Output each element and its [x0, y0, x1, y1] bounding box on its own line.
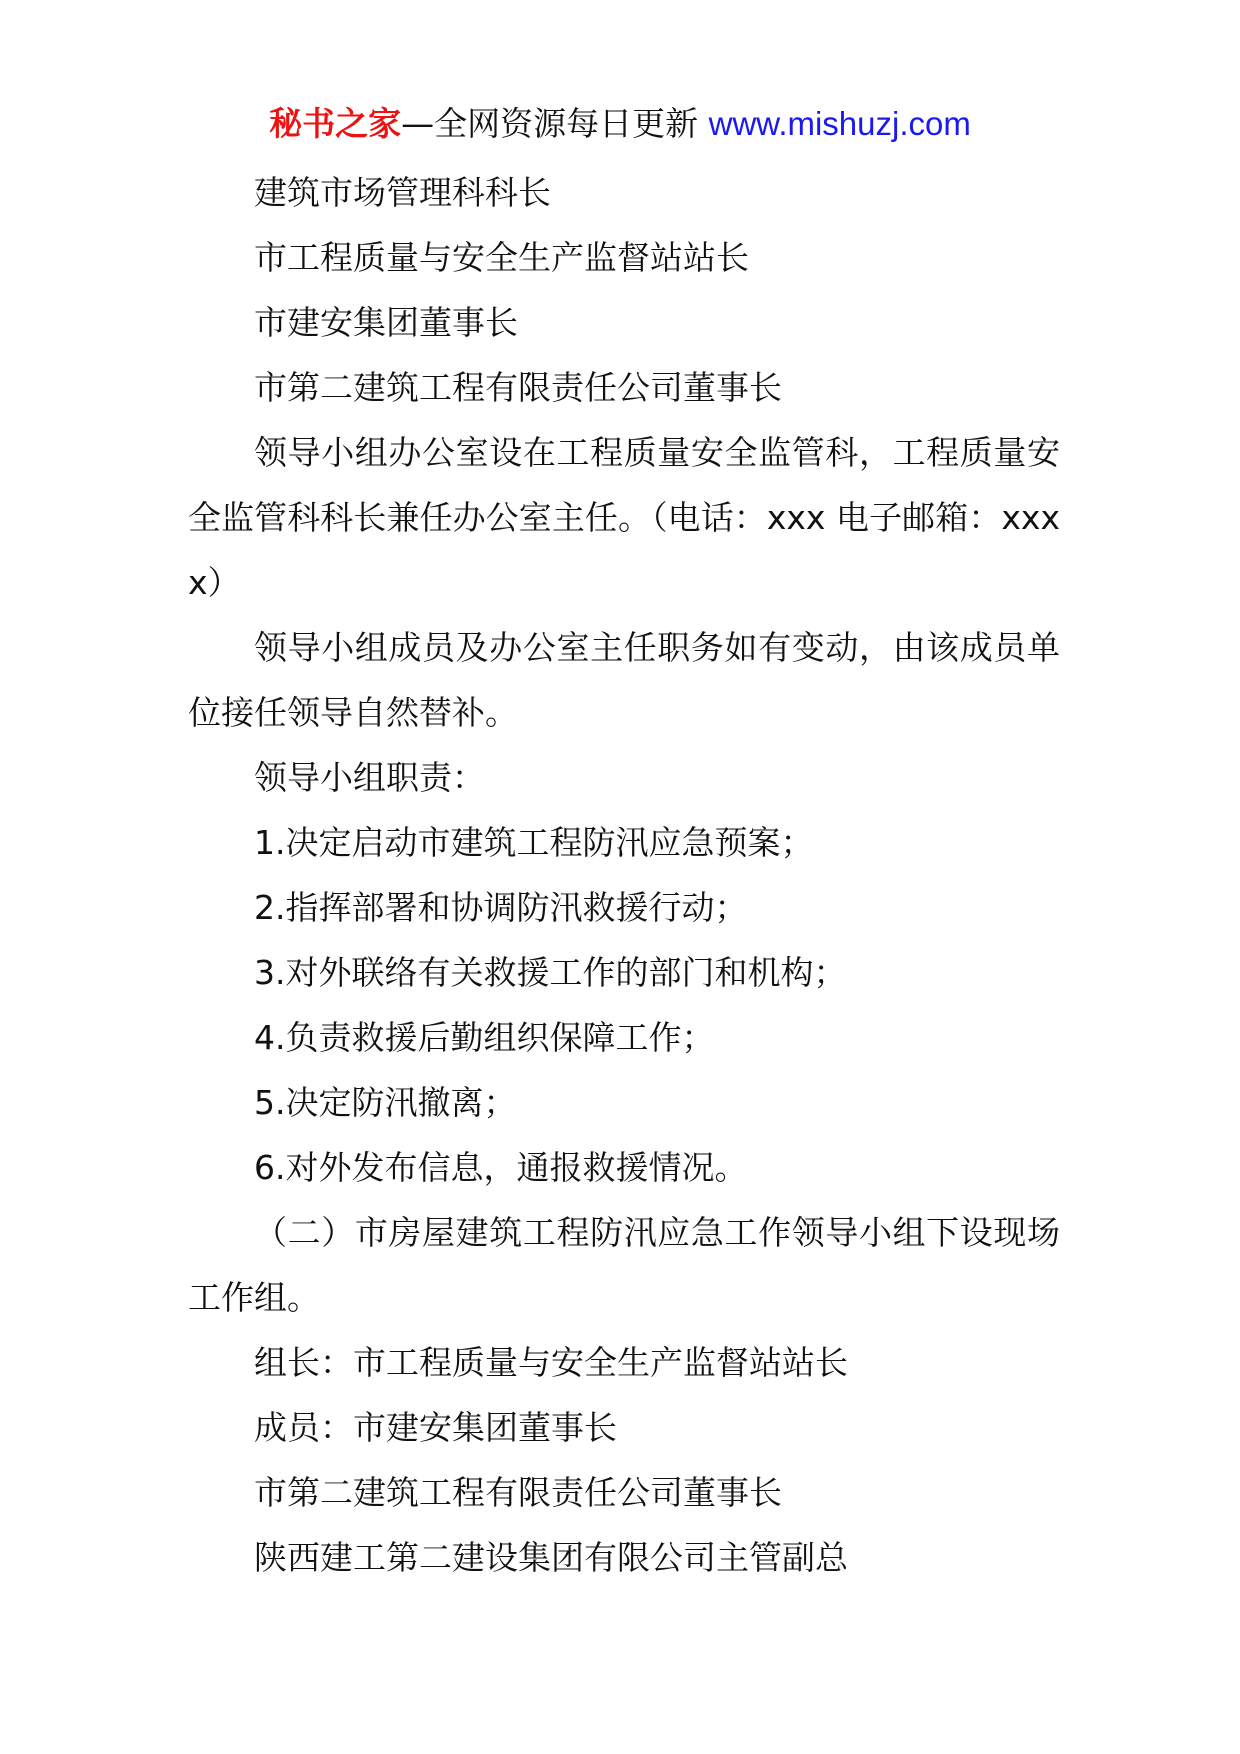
document-body — [188, 160, 1060, 1590]
website-link[interactable]: www.mishuzj.com — [708, 105, 971, 142]
paragraph: 建筑市场管理科科长 — [254, 173, 551, 212]
page-header — [0, 102, 1240, 146]
list-item: 1.决定启动市建筑工程防汛应急预案； — [254, 823, 814, 862]
paragraph: 成员：市建安集团董事长 — [254, 1408, 617, 1447]
paragraph: 市建安集团董事长 — [254, 303, 518, 342]
section-heading: （二）市房屋建筑工程防汛应急工作领导小组下设现场工作组。 — [188, 1213, 1060, 1317]
paragraph: 市第二建筑工程有限责任公司董事长 — [254, 368, 782, 407]
list-item: 3.对外联络有关救援工作的部门和机构； — [254, 953, 847, 992]
paragraph: 市工程质量与安全生产监督站站长 — [254, 238, 749, 277]
list-item: 6.对外发布信息，通报救援情况。 — [254, 1148, 748, 1187]
paragraph: 组长：市工程质量与安全生产监督站站长 — [254, 1343, 848, 1382]
paragraph: 领导小组职责： — [254, 758, 485, 797]
list-item: 4.负责救援后勤组织保障工作； — [254, 1018, 715, 1057]
list-item: 2.指挥部署和协调防汛救援行动； — [254, 888, 748, 927]
paragraph: 市第二建筑工程有限责任公司董事长 — [254, 1473, 782, 1512]
header-tagline: —全网资源每日更新 — [401, 104, 699, 143]
brand-name: 秘书之家 — [269, 104, 402, 143]
paragraph: 陕西建工第二建设集团有限公司主管副总 — [254, 1538, 848, 1577]
list-item: 5.决定防汛撤离； — [254, 1083, 517, 1122]
paragraph: 领导小组办公室设在工程质量安全监管科，工程质量安全监管科科长兼任办公室主任。（电话：xxx 电子邮箱：xxxx） — [188, 433, 1060, 602]
paragraph: 领导小组成员及办公室主任职务如有变动，由该成员单位接任领导自然替补。 — [188, 628, 1060, 732]
